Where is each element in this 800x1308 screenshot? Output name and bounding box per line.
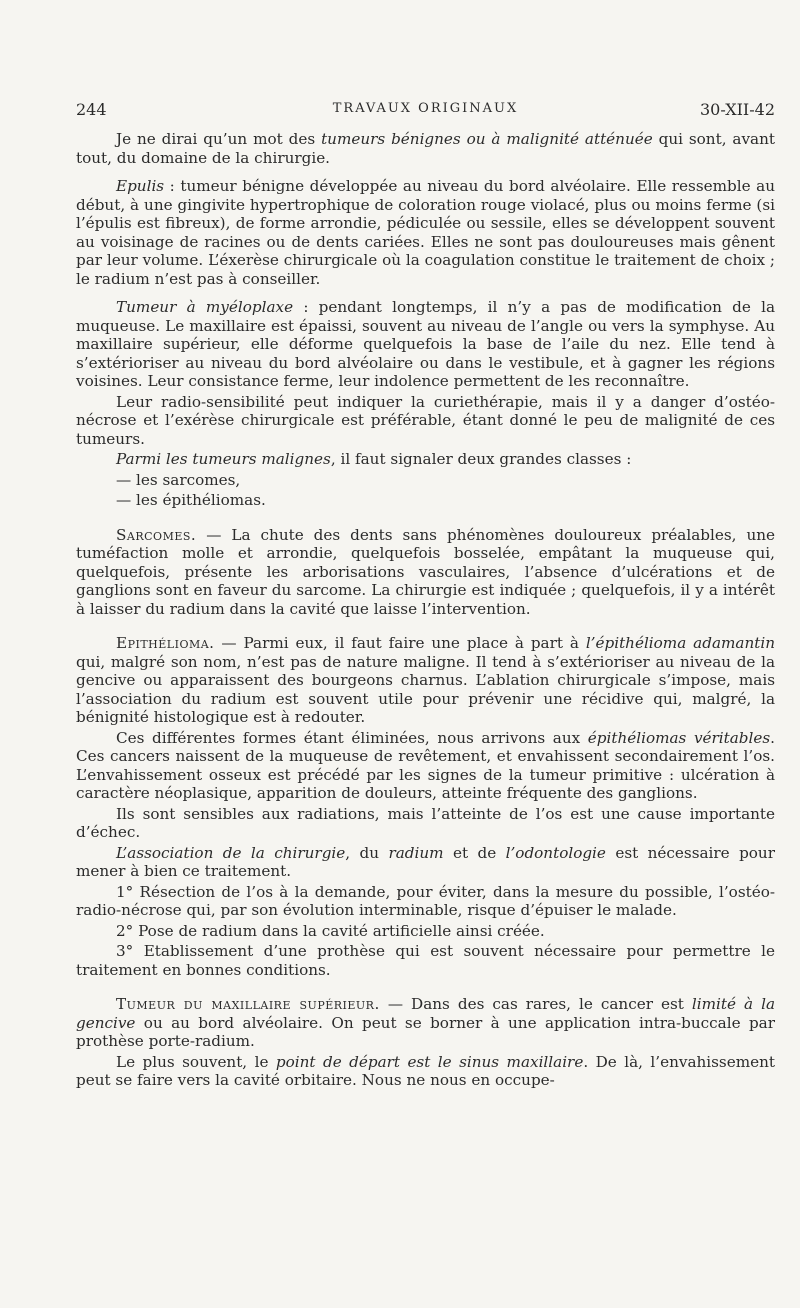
paragraph: Leur radio-sensibilité peut indiquer la curiethérapie, mais il y a danger d’ostéo-nécrose et l’exérèse chirurgicale est préférable, étant donné le peu de malignité de ces tumeurs. [76,392,775,448]
list-item: — les épithéliomas. [116,491,266,509]
paragraph: 1° Résection de l’os à la demande, pour éviter, dans la mesure du possible, l’ostéo-radio-nécrose qui, par son évolution interminable, risque d’épuiser le malade. [76,882,775,919]
paragraph: Tumeur du maxillaire supérieur. — Dans des cas rares, le cancer est limité à la gencive ou au bord alvéolaire. On peut se borner à une application intra-buccale par prothèse porte-radium. [76,995,776,1050]
paragraph: Parmi les tumeurs malignes, il faut signaler deux grandes classes : [116,450,632,468]
paragraph: Ils sont sensibles aux radiations, mais l’atteinte de l’os est une cause importante d’échec. [76,804,775,841]
list-item: — les sarcomes, [116,470,241,489]
paragraph: Tumeur à myéloplaxe : pendant longtemps, il n’y a pas de modification de la muqueuse. Le maxillaire est épaissi, souvent au niveau de l’angle ou vers la symphyse. Au maxillaire supérieur, elle déforme quelquefois la base de l’aile du nez. Elle tend à s’extérioriser au niveau du bord alvéolaire ou dans le vestibule, et à gagner les régions voisines. Leur consistance ferme, leur indolence permettent de les reconnaître. [76,298,775,390]
paragraph: Epulis : tumeur bénigne développée au niveau du bord alvéolaire. Elle ressemble au début, à une gingivite hypertrophique de coloration rouge violacé, plus ou moins ferme (si l’épulis est fibreux), de forme arrondie, pédiculée ou sessile, elles se développent souvent au voisinage de racines ou de dents cariées. Elles ne sont pas douloureuses mais gênent par leur volume. L’éxerèse chirurgicale où la coagulation constitue le traitement de choix ; le radium n’est pas à conseiller. [76,177,775,288]
paragraph: Le plus souvent, le point de départ est le sinus maxillaire. De là, l’envahissement peut se faire vers la cavité orbitaire. Nous ne nous en occupe- [76,1052,775,1089]
issue-date: 30-XII-42 [700,100,775,119]
running-header [76,100,775,124]
paragraph: Je ne dirai qu’un mot des tumeurs bénignes ou à malignité atténuée qui sont, avant tout, du domaine de la chirurgie. [76,130,775,167]
paragraph: Sarcomes. — La chute des dents sans phénomènes douloureux préalables, une tuméfaction molle et arrondie, quelquefois bosselée, empâtant la muqueuse qui, quelquefois, présente les arborisations vasculaires, l’absence d’ulcérations et de ganglions sont en faveur du sarcome. La chirurgie est indiquée ; quelquefois, il y a intérêt à laisser du radium dans la cavité que laisse l’intervention. [76,525,775,618]
running-title: TRAVAUX ORIGINAUX [332,101,519,116]
paragraph: 3° Etablissement d’une prothèse qui est souvent nécessaire pour permettre le traitement en bonnes conditions. [76,942,775,979]
paragraph: Ces différentes formes étant éliminées, nous arrivons aux épithéliomas véritables. Ces cancers naissent de la muqueuse de revêtement, et envahissent secondairement l’os. L’envahissement osseux est précédé par les signes de la tumeur primitive : ulcération à caractère néoplasique, apparition de douleurs, atteinte fréquente des ganglions. [76,728,775,802]
paragraph: 2° Pose de radium dans la cavité artificielle ainsi créée. [116,921,545,940]
paragraph: Epithélioma. — Parmi eux, il faut faire une place à part à l’épithélioma adamantin qui, malgré son nom, n’est pas de nature maligne. Il tend à s’extérioriser au niveau de la gencive ou apparaissent des bourgeons charnus. L’ablation chirurgicale s’impose, mais l’association du radium est souvent utile pour prévenir une récidive qui, malgré, la bénignité histologique est à redouter. [76,634,775,726]
page-number: 244 [76,100,107,119]
paragraph: L’association de la chirurgie, du radium et de l’odontologie est nécessaire pour mener à bien ce traitement. [76,843,775,880]
article-body [76,130,775,1090]
